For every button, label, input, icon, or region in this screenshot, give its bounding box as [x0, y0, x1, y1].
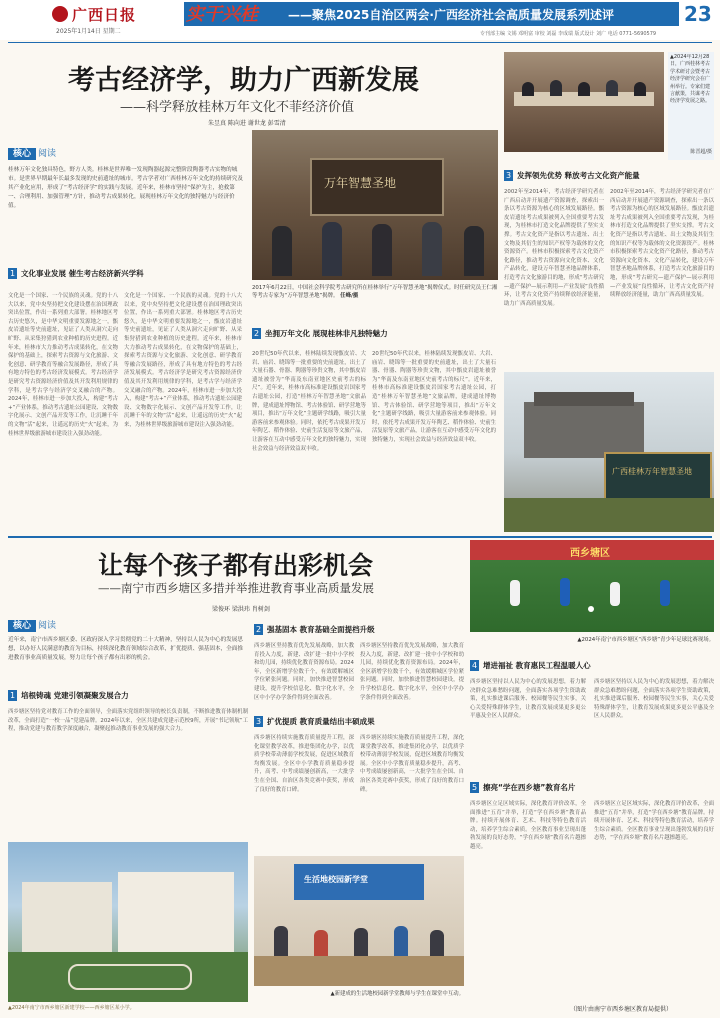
school-photo-caption: ▲2024年南宁市西乡塘区新建学校——西乡塘区某小学。 [8, 1005, 135, 1011]
photo1-caption [252, 284, 498, 310]
header-rule [8, 42, 712, 43]
section-title: 擦亮“学在西乡塘”教育名片 [483, 783, 576, 792]
story2-photo-sports [470, 540, 714, 632]
story-divider [8, 536, 712, 538]
core-read-label: 阅读 [38, 149, 57, 159]
banner-title: ——聚焦2025自治区两会·广西经济社会高质量发展系列述评 [288, 8, 614, 22]
core-label: 核心 [8, 148, 36, 160]
section-number: 3 [255, 717, 262, 726]
story1-photo-monument [504, 372, 714, 532]
story1-section-1-text-col1: 文化是一个国家、一个民族的灵魂。党的十八大以来，党中央坚持把文化建设摆在治国理政突出位置，作出一系列重大部署。桂林地区考古历史悠久，是中华文明重要发源地之一，甑皮岩遗址等史前遗址，见证了人类从洞穴走向旷野、从采集狩猎到农业种植的历史进程。近年来，桂林市大力推动考古成果转化，在文物保护的基础上，探索考古资源与文化旅游、文化创意、研学教育等融合发展路径，形成了具有地方特色的考古经济发展模式。考古经济学是研究考古资源经济价值及其开发利用规律的学科，是考古学与经济学交叉融合的产物。2024年，桂林市进一步加大投入，构建“考古+”产业体系，推动考古遗址公园建设、文物数字化展示、文创产品开发等工作，让沉睡千年的文物“活”起来，让遥远的历史“火”起来，为桂林世界级旅游城市建设注入强劲动能。 [8, 293, 118, 437]
editor-line: 专刊部主编 文锡 邓明富 审校 刘磊 李成瑞 版式设计 刘广 电话 0771-5690579 [480, 31, 657, 37]
story1-byline: 朱昱真 陈向进 谢世龙 彭雪清 [208, 120, 286, 127]
story2-section-3-text-col1: 西乡塘区持续实施教育质量提升工程，深化课堂教学改革，推进集团化办学，以优质学校带动薄弱学校发展，促进区域教育均衡发展。全区中小学教育质量稳步提升，高考、中考成绩屡创新高，一大批学生在全国、自治区各类竞赛中获奖，形成了良好的教育口碑。 [254, 735, 354, 793]
story1-photo-seminar [504, 52, 664, 152]
page-number: 23 [684, 2, 712, 26]
story1-section-2-heading [252, 328, 496, 340]
story2-section-4-text-col2: 西乡塘区坚持以人民为中心的发展思想，着力解决群众急难愁盼问题，全面落实各项学生资助政策，扎实推进课后服务、校园餐等民生实事，关心关爱特殊群体学生，让教育发展成果更多更公平惠及全区人民群众。 [594, 679, 714, 720]
story2-section-5-heading [470, 782, 714, 794]
story2-section-3-text-col2: 西乡塘区持续实施教育质量提升工程，深化课堂教学改革，推进集团化办学，以优质学校带动薄弱学校发展，促进区域教育均衡发展。全区中小学教育质量稳步提升，高考、中考成绩屡创新高，一大批学生在全国、自治区各类竞赛中获奖，形成了良好的教育口碑。 [360, 735, 464, 793]
photo2-caption-box [668, 52, 714, 160]
core-read-badge-2 [8, 620, 58, 632]
section-number: 1 [9, 691, 16, 700]
photo1-caption-text: 2017年6月22日，中国社会科学院考古研究所在桂林举行“万年智慧圣地”揭牌仪式。时任研究员王仁湘等考古专家为“万年智慧圣地”揭牌。 [252, 285, 498, 299]
photo3-sign-text: 广西桂林万年智慧圣地 [612, 467, 692, 476]
story2-section-2-text-col2: 西乡塘区坚持教育优先发展战略，加大教育投入力度，新建、改扩建一批中小学校和幼儿园，持续优化教育资源布局。2024年，全区新增学位数千个，有效缓解城区学位紧张问题。同时，加快推进智慧校园建设，提升学校信息化、数字化水平，全区中小学办学条件得到全面改善。 [360, 643, 464, 701]
story1-intro: 桂林万年文化独具特色，野方人类。桂林是世界唯一发现陶器起源完整阶段陶器考古实物的城市。是世界早期最年长最多发现的史前遗址的城市。考古学者对广西桂林万年文化的持续研究及其产业化应用，形成了“考古经济学”的实践与发展。近年来，桂林市坚持“保护为主，抢救第一、合理利用、加强管理”方针，推动考古成果转化，展现桂林万年文化的独特魅力与经济价值。 [8, 167, 243, 209]
story2-section-5-text-col2: 西乡塘区立足区域实际，深化教育评价改革，全面推进“五育”并举，打造“学在西乡塘”教育品牌。持续开展体育、艺术、科技等特色教育活动，培养学生综合素质。全区教育事业呈现出蓬勃发展的良好态势，“学在西乡塘”教育名片越擦越亮。 [594, 801, 714, 842]
section-title: 扩优提质 教育质量结出丰硕成果 [267, 717, 375, 726]
story1-photo-unveiling [252, 130, 498, 280]
section-number: 1 [9, 269, 16, 278]
story1-section-1-heading [8, 268, 248, 280]
photo1-credit: 任峰/摄 [340, 293, 359, 299]
story1-section-3-text-col1: 2002年至2014年，考古经济学研究者在广西启动并开展遗产资源调查，探索出一条以考古资源为核心的区域发展路径。甑皮岩遗址考古成果被列入全国重要考古发现，为桂林市打造文化品牌提供了坚实支撑。考古文化资产是指以考古遗址、出土文物及其衍生的知识产权等为载体的文化资源资产。桂林市积极探索考古文化资产化路径，推动考古资源向文化资本、文化产品转化，建设万年智慧圣地品牌体系，打造考古文化旅游目的地，形成“考古研究—遗产保护—展示利用—产业发展”良性循环，让考古文化资产持续释放经济能量，助力广西高质量发展。 [504, 189, 604, 307]
photo1-sign-text: 万年智慧圣地 [324, 176, 397, 190]
story2-section-4-text-col1: 西乡塘区坚持以人民为中心的发展思想，着力解决群众急难愁盼问题，全面落实各项学生资助政策，扎实推进课后服务、校园餐等民生实事，关心关爱特殊群体学生，让教育发展成果更多更公平惠及全区人民群众。 [470, 679, 586, 720]
photo2-credit: 陈晋超/摄 [690, 149, 712, 155]
story1-title: 考古经济学，助力广西新发展 [68, 65, 419, 96]
story2-section-1-text: 西乡塘区坚持党对教育工作的全面领导，全面落实党组织领导的校长负责制，不断推进教育体制机制改革，全面打造“一校一品”党建品牌。2024年以来，全区共建成党建示范校9所，开展“书记领航”工程，推动党建与教育教学深度融合，凝聚起推动教育事业发展的强大合力。 [8, 709, 248, 733]
story2-byline: 梁俊环 梁洪玮 肖树剑 [212, 606, 270, 613]
story1-section-2-text-col1: 20世纪50年代以来，桂林陆续发现甑皮岩、大岩、庙岩、晓锦等一批重要的史前遗址，出土了大量石器、骨器、陶器等珍贵文物，其中甑皮岩遗址被誉为“华南及东南亚地区史前考古的标尺”。近年来，桂林市高标准建设甑皮岩国家考古遗址公园，打造“桂林万年智慧圣地”文旅品牌，建成遗址博物馆、考古体验馆、研学营地等项目，推出“万年文化”主题研学线路，吸引大量游客前来参观体验。同时，依托考古成果开发万年陶艺、稻作体验、史前生活复原等文旅产品，让游客在互动中感受万年文化的独特魅力，实现社会效益与经济效益双丰收。 [252, 351, 366, 452]
sports-photo-caption: ▲2024年南宁市西乡塘区“西乡塘”青少年足球比赛现场。 [577, 637, 714, 643]
story1-section-3-heading [504, 170, 714, 182]
classroom-screen-text: 生活地校园新学堂 [304, 875, 368, 884]
story2-section-3-heading [254, 716, 464, 728]
story2-section-2-text-col1: 西乡塘区坚持教育优先发展战略，加大教育投入力度，新建、改扩建一批中小学校和幼儿园，持续优化教育资源布局。2024年，全区新增学位数千个，有效缓解城区学位紧张问题。同时，加快推进智慧校园建设，提升学校信息化、数字化水平，全区中小学办学条件得到全面改善。 [254, 643, 354, 701]
story2-subtitle: ——南宁市西乡塘区多措并举推进教育事业高质量发展 [98, 581, 374, 595]
story1-section-2-text-col2: 20世纪50年代以来，桂林陆续发现甑皮岩、大岩、庙岩、晓锦等一批重要的史前遗址，出土了大量石器、骨器、陶器等珍贵文物，其中甑皮岩遗址被誉为“华南及东南亚地区史前考古的标尺”。近年来，桂林市高标准建设甑皮岩国家考古遗址公园，打造“桂林万年智慧圣地”文旅品牌，建成遗址博物馆、考古体验馆、研学营地等项目，推出“万年文化”主题研学线路，吸引大量游客前来参观体验。同时，依托考古成果开发万年陶艺、稻作体验、史前生活复原等文旅产品，让游客在互动中感受万年文化的独特魅力，实现社会效益与经济效益双丰收。 [372, 351, 496, 443]
photo-credit: （图片由南宁市西乡塘区教育局提供） [570, 1006, 673, 1013]
story1-section-1-text-col2: 文化是一个国家、一个民族的灵魂。党的十八大以来，党中央坚持把文化建设摆在治国理政突出位置，作出一系列重大部署。桂林地区考古历史悠久，是中华文明重要发源地之一，甑皮岩遗址等史前遗址，见证了人类从洞穴走向旷野、从采集狩猎到农业种植的历史进程。近年来，桂林市大力推动考古成果转化，在文物保护的基础上，探索考古资源与文化旅游、文化创意、研学教育等融合发展路径，形成了具有地方特色的考古经济发展模式。考古经济学是研究考古资源经济价值及其开发利用规律的学科，是考古学与经济学交叉融合的产物。2024年，桂林市进一步加大投入，构建“考古+”产业体系，推动考古遗址公园建设、文物数字化展示、文创产品开发等工作，让沉睡千年的文物“活”起来，让遥远的历史“火”起来，为桂林世界级旅游城市建设注入强劲动能。 [124, 293, 242, 428]
story2-title: 让每个孩子都有出彩机会 [98, 551, 374, 580]
story2-intro: 近年来，南宁市西乡塘区委、区政府深入学习贯彻党的二十大精神，坚持以人民为中心的发展思想，以办好人民满意的教育为目标，持续深化教育领域综合改革，扩优提质、强基固本，全面推进教育事业高质量发展，努力让每个孩子都有出彩的机会。 [8, 637, 243, 661]
section-number: 3 [505, 171, 512, 180]
section-number: 5 [471, 783, 478, 792]
story2-photo-school [8, 842, 248, 1002]
paper-logo-icon [52, 6, 68, 22]
section-title: 培根铸魂 党建引领凝聚发展合力 [21, 691, 129, 700]
section-number: 2 [255, 625, 262, 634]
section-title: 发挥领先优势 释放考古文化资产能量 [517, 171, 640, 180]
section-title: 文化事业发展 催生考古经济新兴学科 [21, 269, 144, 278]
section-number: 2 [253, 329, 260, 338]
column-tag: 实干兴桂 [186, 4, 258, 25]
story1-section-3-text-col2: 2002年至2014年，考古经济学研究者在广西启动并开展遗产资源调查，探索出一条以考古资源为核心的区域发展路径。甑皮岩遗址考古成果被列入全国重要考古发现，为桂林市打造文化品牌提供了坚实支撑。考古文化资产是指以考古遗址、出土文物及其衍生的知识产权等为载体的文化资源资产。桂林市积极探索考古文化资产化路径，推动考古资源向文化资本、文化产品转化，建设万年智慧圣地品牌体系，打造考古文化旅游目的地，形成“考古研究—遗产保护—展示利用—产业发展”良性循环，让考古文化资产持续释放经济能量，助力广西高质量发展。 [610, 189, 714, 299]
story2-section-5-text-col1: 西乡塘区立足区域实际，深化教育评价改革，全面推进“五育”并举，打造“学在西乡塘”教育品牌。持续开展体育、艺术、科技等特色教育活动，培养学生综合素质。全区教育事业呈现出蓬勃发展的良好态势，“学在西乡塘”教育名片越擦越亮。 [470, 801, 586, 850]
core-label: 核心 [8, 620, 36, 632]
paper-name: 广西日报 [72, 6, 137, 24]
story2-section-4-heading [470, 660, 714, 672]
section-title: 坐拥万年文化 展现桂林非凡独特魅力 [265, 329, 388, 338]
story1-subtitle: ——科学释放桂林万年文化不菲经济价值 [120, 100, 355, 115]
story2-section-2-heading [254, 624, 464, 636]
issue-date: 2025年1月14日 星期二 [56, 28, 121, 35]
story2-section-1-heading [8, 690, 248, 702]
core-read-badge [8, 148, 58, 160]
core-read-label: 阅读 [38, 621, 57, 631]
section-title: 增进福祉 教育惠民工程温暖人心 [483, 661, 591, 670]
story2-photo-classroom [254, 856, 464, 986]
classroom-photo-caption: ▲新建成的生活地校园新学堂教师与学生在课堂中互动。 [330, 991, 464, 997]
section-number: 4 [471, 661, 478, 670]
photo2-caption: ▲2024年12月28日，广西桂林考古学术研讨会暨考古经济学研究会在广州举行。专家们建言献策，共谋考古经济学发展之路。 [670, 54, 711, 105]
section-title: 强基固本 教育基础全面提档升级 [267, 625, 375, 634]
sports-banner-text: 西乡塘区 [570, 548, 610, 559]
